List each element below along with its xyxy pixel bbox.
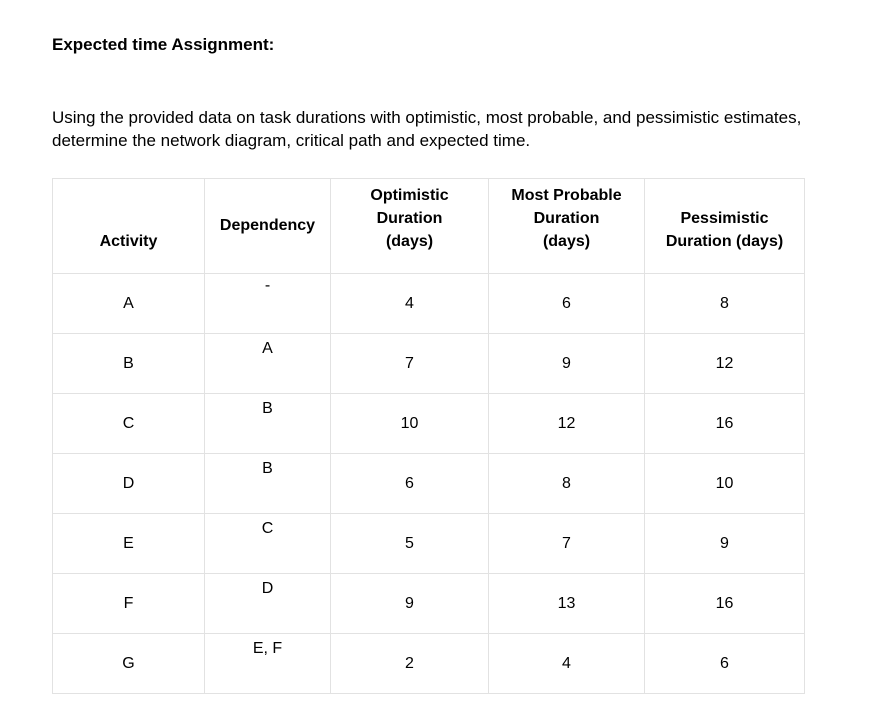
header-optimistic (331, 179, 489, 274)
header-pessimistic-line: Pessimistic (680, 210, 769, 227)
table-row (53, 514, 805, 574)
table-row (53, 394, 805, 454)
dependency-cell: D (205, 574, 331, 634)
most-probable-cell: 9 (489, 334, 645, 394)
pessimistic-cell: 10 (645, 454, 805, 514)
header-most-probable (489, 179, 645, 274)
header-dependency (205, 179, 331, 274)
optimistic-cell: 10 (331, 394, 489, 454)
activity-cell: A (53, 274, 205, 334)
header-optimistic-line: Duration (376, 210, 443, 227)
document-title: Expected time Assignment: (52, 35, 275, 54)
most-probable-cell: 12 (489, 394, 645, 454)
dependency-cell: A (205, 334, 331, 394)
header-most-probable-line: Most Probable (511, 187, 622, 204)
most-probable-cell: 7 (489, 514, 645, 574)
header-pessimistic-line: Duration (days) (665, 233, 784, 250)
intro-paragraph: Using the provided data on task durations with optimistic, most probable, and pessimistic estimates, determine the network diagram, critical path and expected time. (52, 108, 802, 150)
pessimistic-cell: 12 (645, 334, 805, 394)
table-row (53, 274, 805, 334)
activity-cell: B (53, 334, 205, 394)
pessimistic-cell: 16 (645, 394, 805, 454)
pessimistic-cell: 8 (645, 274, 805, 334)
table-header-row (53, 179, 805, 274)
optimistic-cell: 7 (331, 334, 489, 394)
activity-cell: F (53, 574, 205, 634)
pessimistic-cell: 9 (645, 514, 805, 574)
activity-cell: G (53, 634, 205, 694)
most-probable-cell: 6 (489, 274, 645, 334)
table-row (53, 454, 805, 514)
header-most-probable-line: (days) (542, 233, 591, 250)
most-probable-cell: 13 (489, 574, 645, 634)
header-activity-label: Activity (99, 233, 158, 250)
optimistic-cell: 9 (331, 574, 489, 634)
activity-cell: C (53, 394, 205, 454)
header-optimistic-line: Optimistic (370, 187, 449, 204)
dependency-cell: - (205, 274, 331, 334)
table-row (53, 634, 805, 694)
header-activity (53, 179, 205, 274)
dependency-cell: B (205, 454, 331, 514)
pessimistic-cell: 16 (645, 574, 805, 634)
header-optimistic-line: (days) (385, 233, 434, 250)
optimistic-cell: 2 (331, 634, 489, 694)
table-row (53, 574, 805, 634)
most-probable-cell: 8 (489, 454, 645, 514)
dependency-cell: C (205, 514, 331, 574)
optimistic-cell: 6 (331, 454, 489, 514)
optimistic-cell: 4 (331, 274, 489, 334)
dependency-cell: E, F (205, 634, 331, 694)
pessimistic-cell: 6 (645, 634, 805, 694)
optimistic-cell: 5 (331, 514, 489, 574)
activity-duration-table (52, 178, 805, 694)
header-dependency-label: Dependency (219, 217, 316, 234)
header-most-probable-line: Duration (533, 210, 600, 227)
activity-cell: D (53, 454, 205, 514)
dependency-cell: B (205, 394, 331, 454)
most-probable-cell: 4 (489, 634, 645, 694)
activity-cell: E (53, 514, 205, 574)
header-pessimistic (645, 179, 805, 274)
table-row (53, 334, 805, 394)
